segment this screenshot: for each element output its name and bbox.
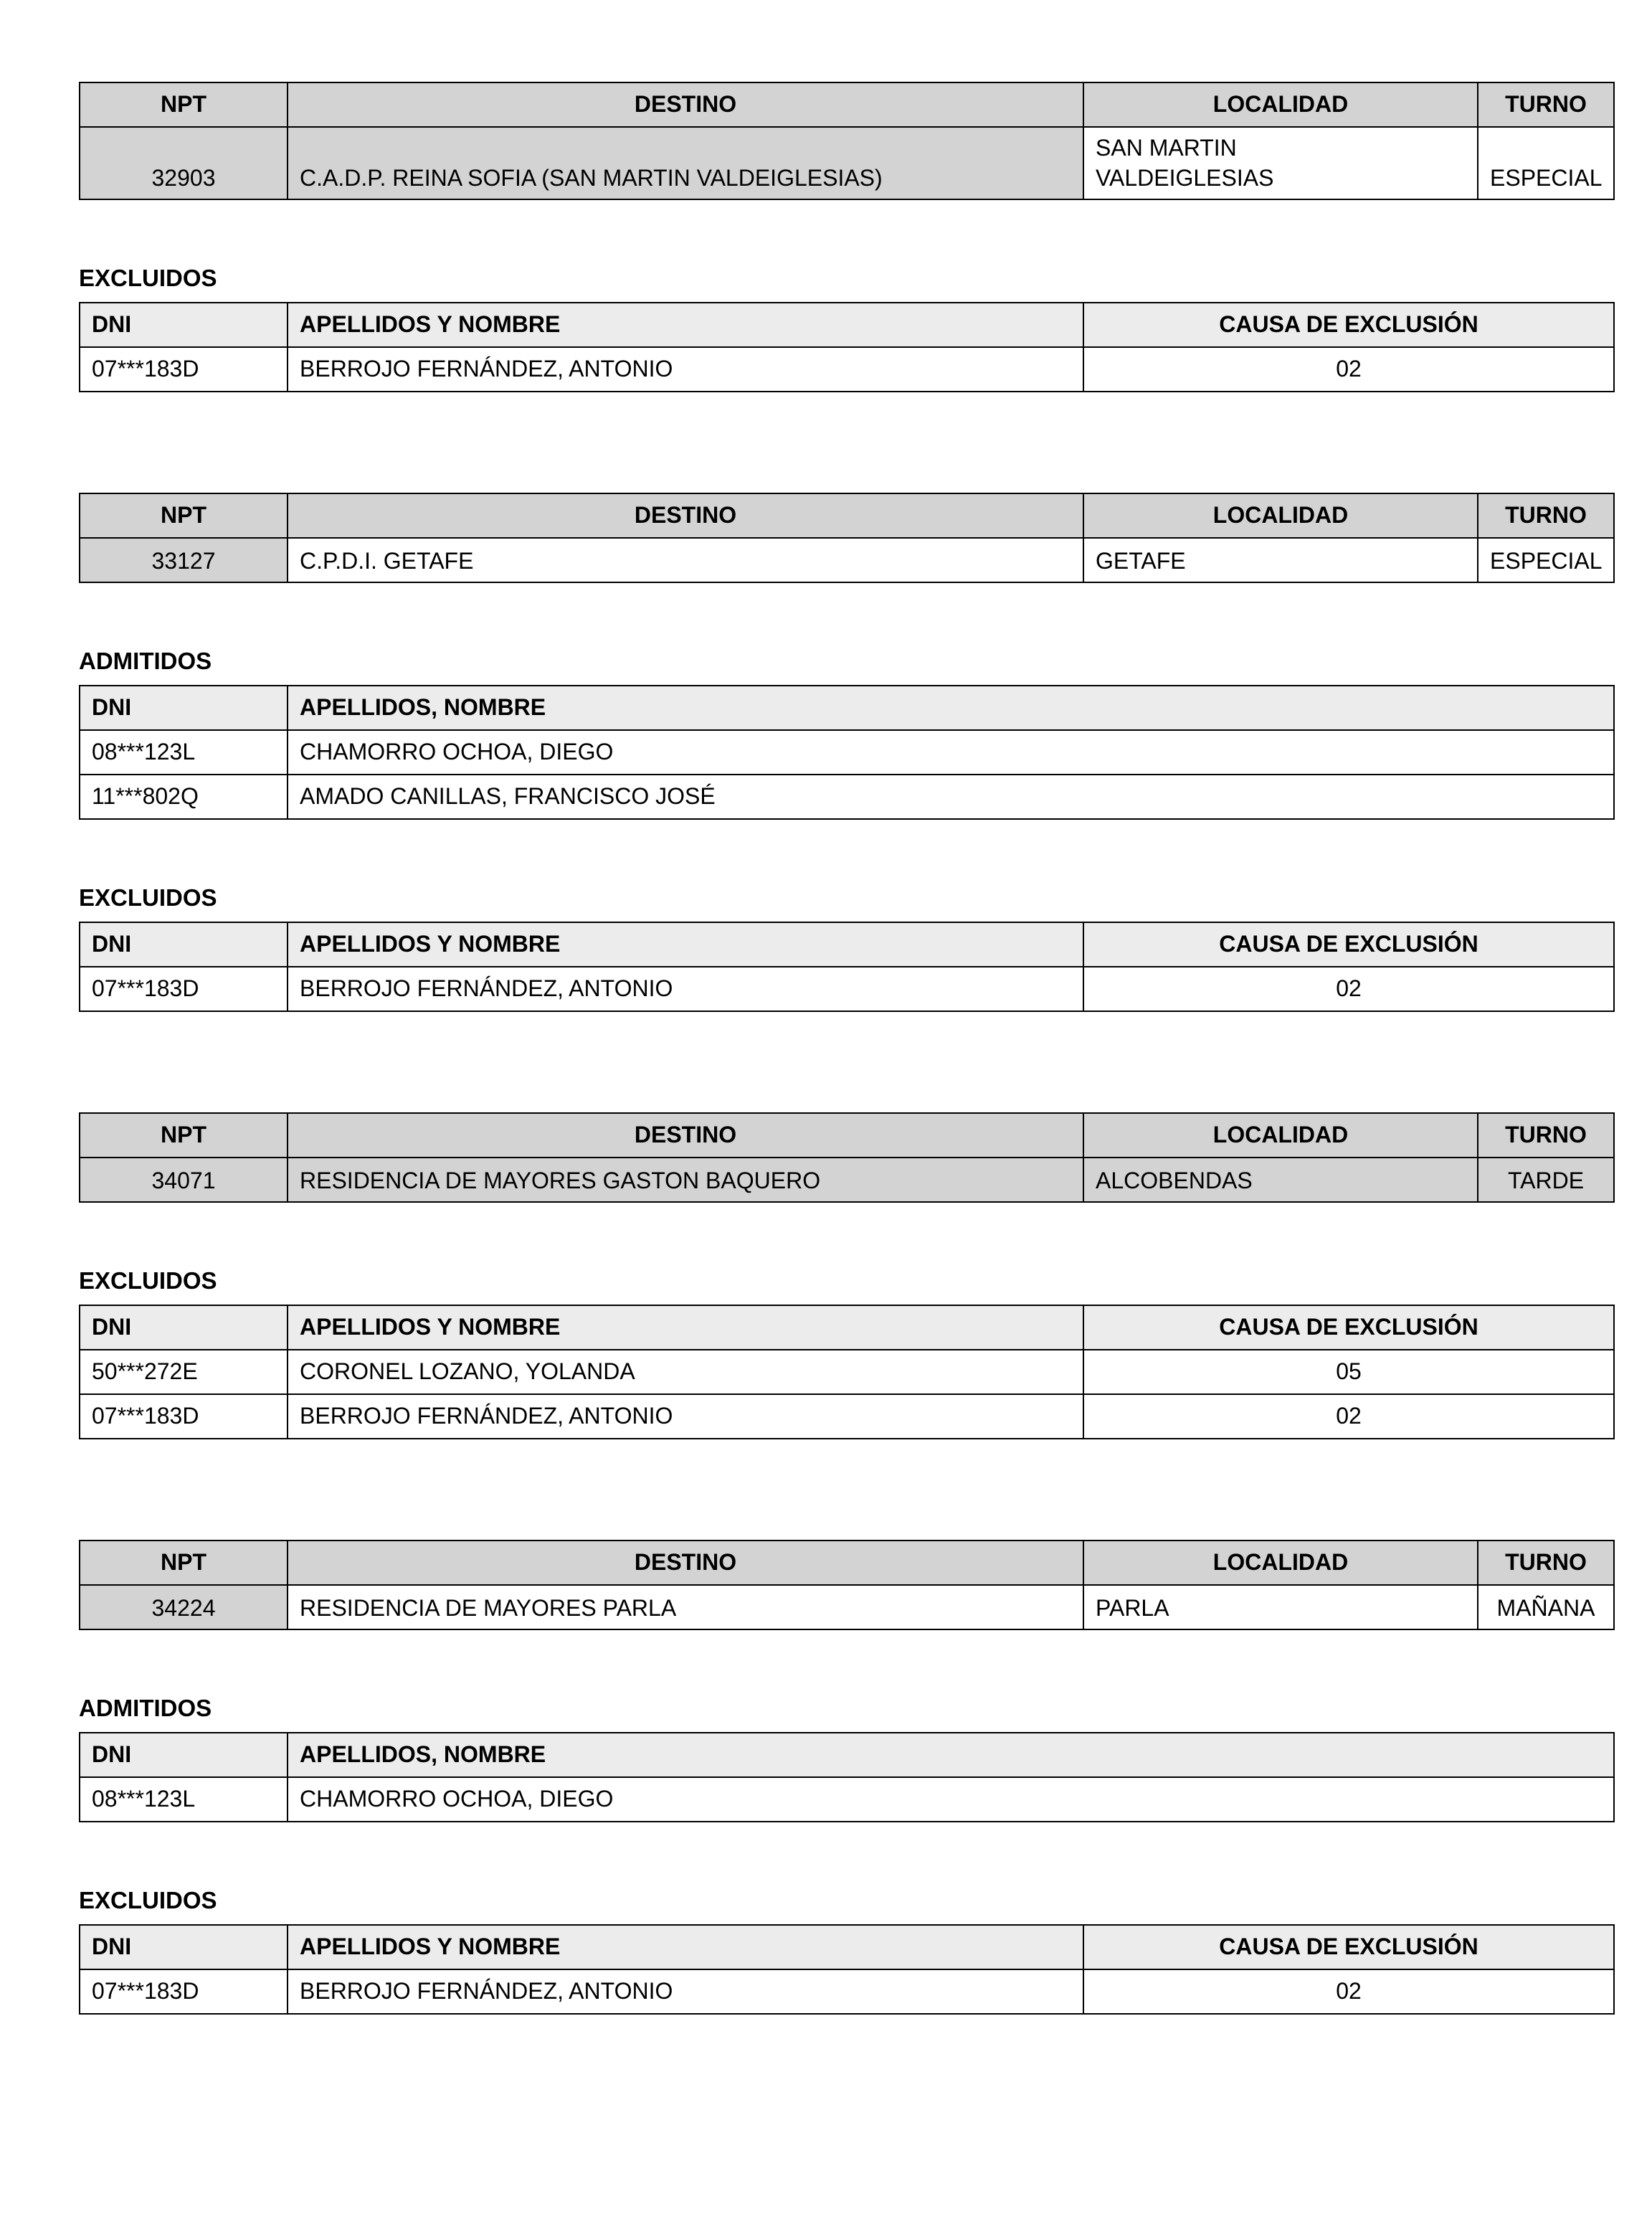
excluidos-header-row xyxy=(80,1925,1614,1969)
dni-header-cell: DNI xyxy=(80,1305,288,1350)
excluidos-table xyxy=(79,1924,1615,2015)
localidad-header-cell: LOCALIDAD xyxy=(1083,82,1478,127)
admitted-row xyxy=(80,730,1614,775)
npt-header-cell: NPT xyxy=(80,493,288,538)
admitidos-heading: ADMITIDOS xyxy=(79,648,212,675)
npt-header-cell: NPT xyxy=(80,82,288,127)
dni-cell: 08***123L xyxy=(80,730,288,775)
dni-cell: 50***272E xyxy=(80,1350,288,1394)
causa-header-cell: CAUSA DE EXCLUSIÓN xyxy=(1083,1925,1614,1969)
nombre-header-cell: APELLIDOS, NOMBRE xyxy=(288,1733,1614,1777)
dni-header-cell: DNI xyxy=(80,1925,288,1969)
nombre-header-cell: APELLIDOS Y NOMBRE xyxy=(288,1305,1083,1350)
excluidos-header-row xyxy=(80,303,1614,347)
dni-header-cell: DNI xyxy=(80,922,288,967)
excluded-row xyxy=(80,1350,1614,1394)
excluidos-heading: EXCLUIDOS xyxy=(79,884,217,912)
excluded-row xyxy=(80,347,1614,392)
localidad-cell: ALCOBENDAS xyxy=(1083,1158,1478,1202)
nombre-cell: BERROJO FERNÁNDEZ, ANTONIO xyxy=(288,1394,1083,1439)
npt-header-cell: NPT xyxy=(80,1541,288,1585)
destino-cell: C.P.D.I. GETAFE xyxy=(288,538,1083,582)
position-row xyxy=(80,538,1614,582)
excluidos-heading: EXCLUIDOS xyxy=(79,265,217,292)
admitidos-table xyxy=(79,1732,1615,1822)
position-row xyxy=(80,127,1614,199)
turno-header-cell: TURNO xyxy=(1478,1113,1614,1158)
nombre-cell: CORONEL LOZANO, YOLANDA xyxy=(288,1350,1083,1394)
npt-header-row xyxy=(80,493,1614,538)
causa-cell: 02 xyxy=(1083,1394,1614,1439)
npt-table xyxy=(79,1112,1615,1203)
excluidos-heading: EXCLUIDOS xyxy=(79,1267,217,1295)
excluidos-heading: EXCLUIDOS xyxy=(79,1887,217,1914)
dni-cell: 08***123L xyxy=(80,1777,288,1822)
nombre-header-cell: APELLIDOS Y NOMBRE xyxy=(288,303,1083,347)
position-row xyxy=(80,1158,1614,1202)
excluded-row xyxy=(80,967,1614,1011)
destino-header-cell: DESTINO xyxy=(288,82,1083,127)
npt-table xyxy=(79,1540,1615,1630)
dni-header-cell: DNI xyxy=(80,1733,288,1777)
turno-header-cell: TURNO xyxy=(1478,493,1614,538)
excluidos-table xyxy=(79,922,1615,1012)
turno-header-cell: TURNO xyxy=(1478,1541,1614,1585)
turno-cell: TARDE xyxy=(1478,1158,1614,1202)
destino-cell: RESIDENCIA DE MAYORES GASTON BAQUERO xyxy=(288,1158,1083,1202)
dni-header-cell: DNI xyxy=(80,686,288,730)
turno-header-cell: TURNO xyxy=(1478,82,1614,127)
npt-table xyxy=(79,493,1615,583)
causa-cell: 02 xyxy=(1083,347,1614,392)
npt-cell: 33127 xyxy=(80,538,288,582)
dni-cell: 07***183D xyxy=(80,347,288,392)
localidad-cell: PARLA xyxy=(1083,1585,1478,1629)
excluidos-header-row xyxy=(80,922,1614,967)
admitted-row xyxy=(80,775,1614,819)
dni-cell: 07***183D xyxy=(80,967,288,1011)
nombre-cell: BERROJO FERNÁNDEZ, ANTONIO xyxy=(288,347,1083,392)
excluded-row xyxy=(80,1394,1614,1439)
localidad-cell xyxy=(1083,127,1478,199)
dni-cell: 07***183D xyxy=(80,1394,288,1439)
npt-cell: 34071 xyxy=(80,1158,288,1202)
npt-header-cell: NPT xyxy=(80,1113,288,1158)
excluidos-table xyxy=(79,1305,1615,1439)
localidad-header-cell: LOCALIDAD xyxy=(1083,1541,1478,1585)
nombre-header-cell: APELLIDOS Y NOMBRE xyxy=(288,922,1083,967)
nombre-header-cell: APELLIDOS, NOMBRE xyxy=(288,686,1614,730)
dni-header-cell: DNI xyxy=(80,303,288,347)
causa-cell: 02 xyxy=(1083,967,1614,1011)
dni-cell: 11***802Q xyxy=(80,775,288,819)
npt-header-row xyxy=(80,1113,1614,1158)
destino-header-cell: DESTINO xyxy=(288,1113,1083,1158)
nombre-cell: CHAMORRO OCHOA, DIEGO xyxy=(288,730,1614,775)
admitted-row xyxy=(80,1777,1614,1822)
causa-cell: 02 xyxy=(1083,1969,1614,2014)
nombre-cell: BERROJO FERNÁNDEZ, ANTONIO xyxy=(288,1969,1083,2014)
causa-header-cell: CAUSA DE EXCLUSIÓN xyxy=(1083,922,1614,967)
position-row xyxy=(80,1585,1614,1629)
localidad-header-cell: LOCALIDAD xyxy=(1083,493,1478,538)
npt-cell: 34224 xyxy=(80,1585,288,1629)
admitidos-table xyxy=(79,685,1615,820)
localidad-cell: GETAFE xyxy=(1083,538,1478,582)
causa-header-cell: CAUSA DE EXCLUSIÓN xyxy=(1083,303,1614,347)
npt-header-row xyxy=(80,82,1614,127)
turno-cell: ESPECIAL xyxy=(1478,127,1614,199)
destino-header-cell: DESTINO xyxy=(288,1541,1083,1585)
excluidos-header-row xyxy=(80,1305,1614,1350)
npt-cell: 32903 xyxy=(80,127,288,199)
excluded-row xyxy=(80,1969,1614,2014)
nombre-cell: AMADO CANILLAS, FRANCISCO JOSÉ xyxy=(288,775,1614,819)
destino-header-cell: DESTINO xyxy=(288,493,1083,538)
admitidos-header-row xyxy=(80,686,1614,730)
excluidos-table xyxy=(79,302,1615,392)
nombre-header-cell: APELLIDOS Y NOMBRE xyxy=(288,1925,1083,1969)
turno-cell: MAÑANA xyxy=(1478,1585,1614,1629)
admitidos-header-row xyxy=(80,1733,1614,1777)
localidad-text: SAN MARTIN VALDEIGLESIAS xyxy=(1096,135,1274,191)
causa-cell: 05 xyxy=(1083,1350,1614,1394)
npt-table xyxy=(79,82,1615,200)
nombre-cell: BERROJO FERNÁNDEZ, ANTONIO xyxy=(288,967,1083,1011)
causa-header-cell: CAUSA DE EXCLUSIÓN xyxy=(1083,1305,1614,1350)
destino-cell: RESIDENCIA DE MAYORES PARLA xyxy=(288,1585,1083,1629)
localidad-header-cell: LOCALIDAD xyxy=(1083,1113,1478,1158)
destino-cell: C.A.D.P. REINA SOFIA (SAN MARTIN VALDEIGLESIAS) xyxy=(288,127,1083,199)
turno-cell: ESPECIAL xyxy=(1478,538,1614,582)
dni-cell: 07***183D xyxy=(80,1969,288,2014)
npt-header-row xyxy=(80,1541,1614,1585)
admitidos-heading: ADMITIDOS xyxy=(79,1695,212,1722)
nombre-cell: CHAMORRO OCHOA, DIEGO xyxy=(288,1777,1614,1822)
